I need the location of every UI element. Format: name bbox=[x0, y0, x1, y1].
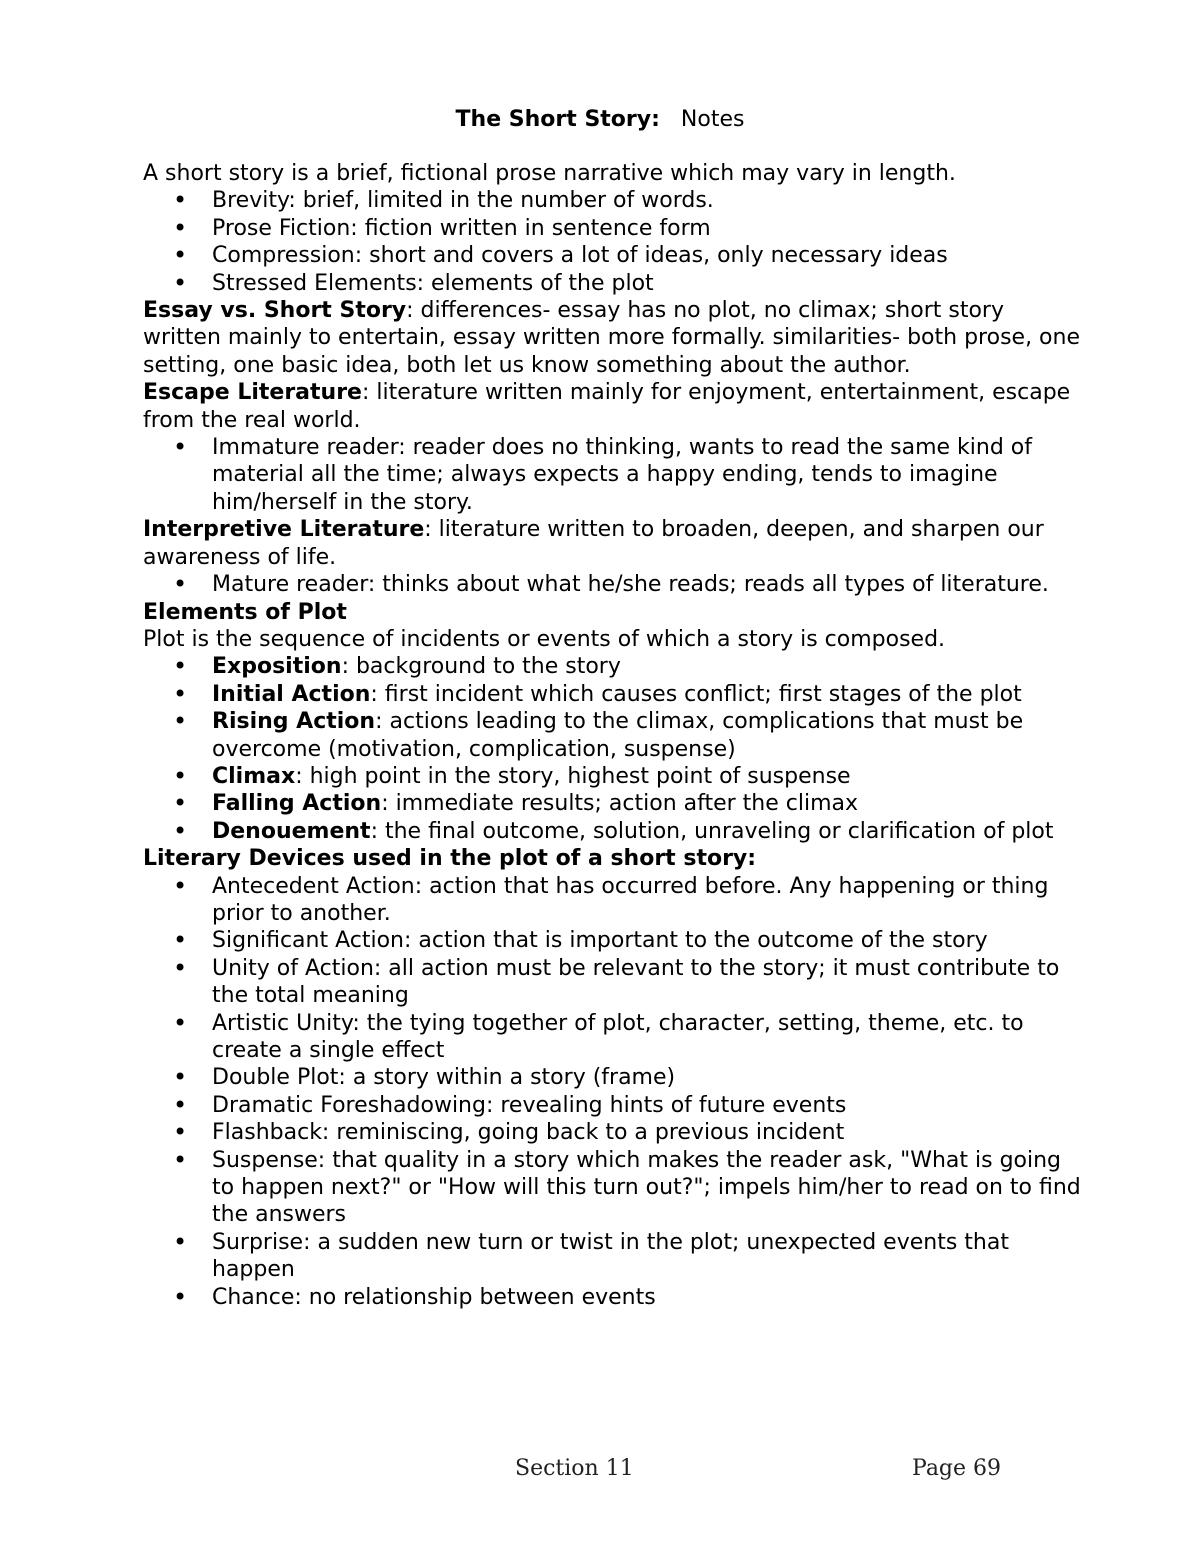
footer-page-number: Page 69 bbox=[912, 1456, 1002, 1481]
list-item: • Surprise: a sudden new turn or twist in the plot; unexpected events that happen bbox=[143, 1229, 1083, 1284]
element-text: : the final outcome, solution, unraveling or clarification of plot bbox=[370, 818, 1054, 844]
list-item bbox=[143, 653, 1083, 680]
document-body bbox=[143, 160, 1083, 1311]
element-term: Exposition bbox=[212, 654, 342, 680]
title-bold: The Short Story: bbox=[455, 107, 660, 132]
list-item: • Stressed Elements: elements of the plot bbox=[143, 270, 1083, 297]
element-term: Falling Action bbox=[212, 791, 382, 817]
essay-term: Essay vs. Short Story bbox=[143, 298, 407, 324]
element-text: : immediate results; action after the climax bbox=[381, 791, 859, 817]
list-item bbox=[143, 708, 1083, 763]
intro-bullet-list bbox=[143, 187, 1083, 297]
list-item: • Significant Action: action that is important to the outcome of the story bbox=[143, 927, 1083, 954]
escape-bullet-list bbox=[143, 434, 1083, 516]
element-text: : actions leading to the climax, complications that must be overcome (motivation, complication, suspense) bbox=[212, 709, 1024, 762]
interpretive-term: Interpretive Literature bbox=[143, 517, 425, 543]
escape-paragraph bbox=[143, 379, 1083, 434]
element-text: : high point in the story, highest point of suspense bbox=[295, 763, 851, 789]
interpretive-text: : literature written to broaden, deepen, and sharpen our awareness of life. bbox=[143, 517, 1044, 570]
devices-heading-text: Literary Devices used in the plot of a short story: bbox=[143, 846, 757, 872]
page-footer bbox=[0, 1455, 1200, 1485]
list-item bbox=[143, 790, 1083, 817]
list-item: • Mature reader: thinks about what he/she reads; reads all types of literature. bbox=[143, 571, 1083, 598]
list-item bbox=[143, 681, 1083, 708]
interpretive-paragraph bbox=[143, 516, 1083, 571]
list-item: • Unity of Action: all action must be relevant to the story; it must contribute to the total meaning bbox=[143, 955, 1083, 1010]
title-normal: Notes bbox=[680, 107, 745, 132]
list-item: • Compression: short and covers a lot of ideas, only necessary ideas bbox=[143, 242, 1083, 269]
list-item: • Dramatic Foreshadowing: revealing hints of future events bbox=[143, 1092, 1083, 1119]
footer-section: Section 11 bbox=[515, 1456, 634, 1481]
list-item: • Immature reader: reader does no thinking, wants to read the same kind of material all the time; always expects a happy ending, tends to imagine him/herself in the story. bbox=[143, 434, 1083, 516]
devices-heading bbox=[143, 845, 1083, 872]
list-item: • Double Plot: a story within a story (frame) bbox=[143, 1064, 1083, 1091]
list-item bbox=[143, 818, 1083, 845]
list-item: • Suspense: that quality in a story which makes the reader ask, "What is going to happen next?" or "How will this turn out?"; impels him/her to read on to find the answers bbox=[143, 1147, 1083, 1229]
essay-text: : differences- essay has no plot, no climax; short story written mainly to entertain, essay written more formally. similarities- both prose, one setting, one basic idea, both let us know something about the author. bbox=[143, 298, 1080, 378]
plot-definition: Plot is the sequence of incidents or events of which a story is composed. bbox=[143, 626, 946, 652]
intro-paragraph: A short story is a brief, fictional prose narrative which may vary in length. bbox=[143, 161, 956, 186]
list-item bbox=[143, 763, 1083, 790]
plot-elements-list bbox=[143, 653, 1083, 845]
list-item: • Flashback: reminiscing, going back to a previous incident bbox=[143, 1119, 1083, 1146]
plot-heading-text: Elements of Plot bbox=[143, 599, 347, 625]
list-item: • Brevity: brief, limited in the number of words. bbox=[143, 187, 1083, 214]
list-item: • Artistic Unity: the tying together of plot, character, setting, theme, etc. to create a single effect bbox=[143, 1010, 1083, 1065]
interpretive-bullet-list bbox=[143, 571, 1083, 598]
escape-text: : literature written mainly for enjoyment, entertainment, escape from the real world. bbox=[143, 380, 1071, 433]
element-text: : first incident which causes conflict; first stages of the plot bbox=[370, 681, 1022, 707]
list-item: • Antecedent Action: action that has occurred before. Any happening or thing prior to another. bbox=[143, 873, 1083, 928]
list-item: • Chance: no relationship between events bbox=[143, 1284, 1083, 1311]
element-term: Climax bbox=[212, 763, 296, 789]
essay-paragraph bbox=[143, 297, 1083, 379]
element-text: : background to the story bbox=[341, 654, 621, 680]
list-item: • Prose Fiction: fiction written in sentence form bbox=[143, 215, 1083, 242]
page-title bbox=[0, 106, 1200, 133]
escape-term: Escape Literature bbox=[143, 380, 362, 406]
element-term: Rising Action bbox=[212, 709, 376, 735]
element-term: Initial Action bbox=[212, 681, 371, 707]
plot-heading bbox=[143, 599, 1083, 626]
devices-list bbox=[143, 873, 1083, 1312]
element-term: Denouement bbox=[212, 818, 371, 844]
